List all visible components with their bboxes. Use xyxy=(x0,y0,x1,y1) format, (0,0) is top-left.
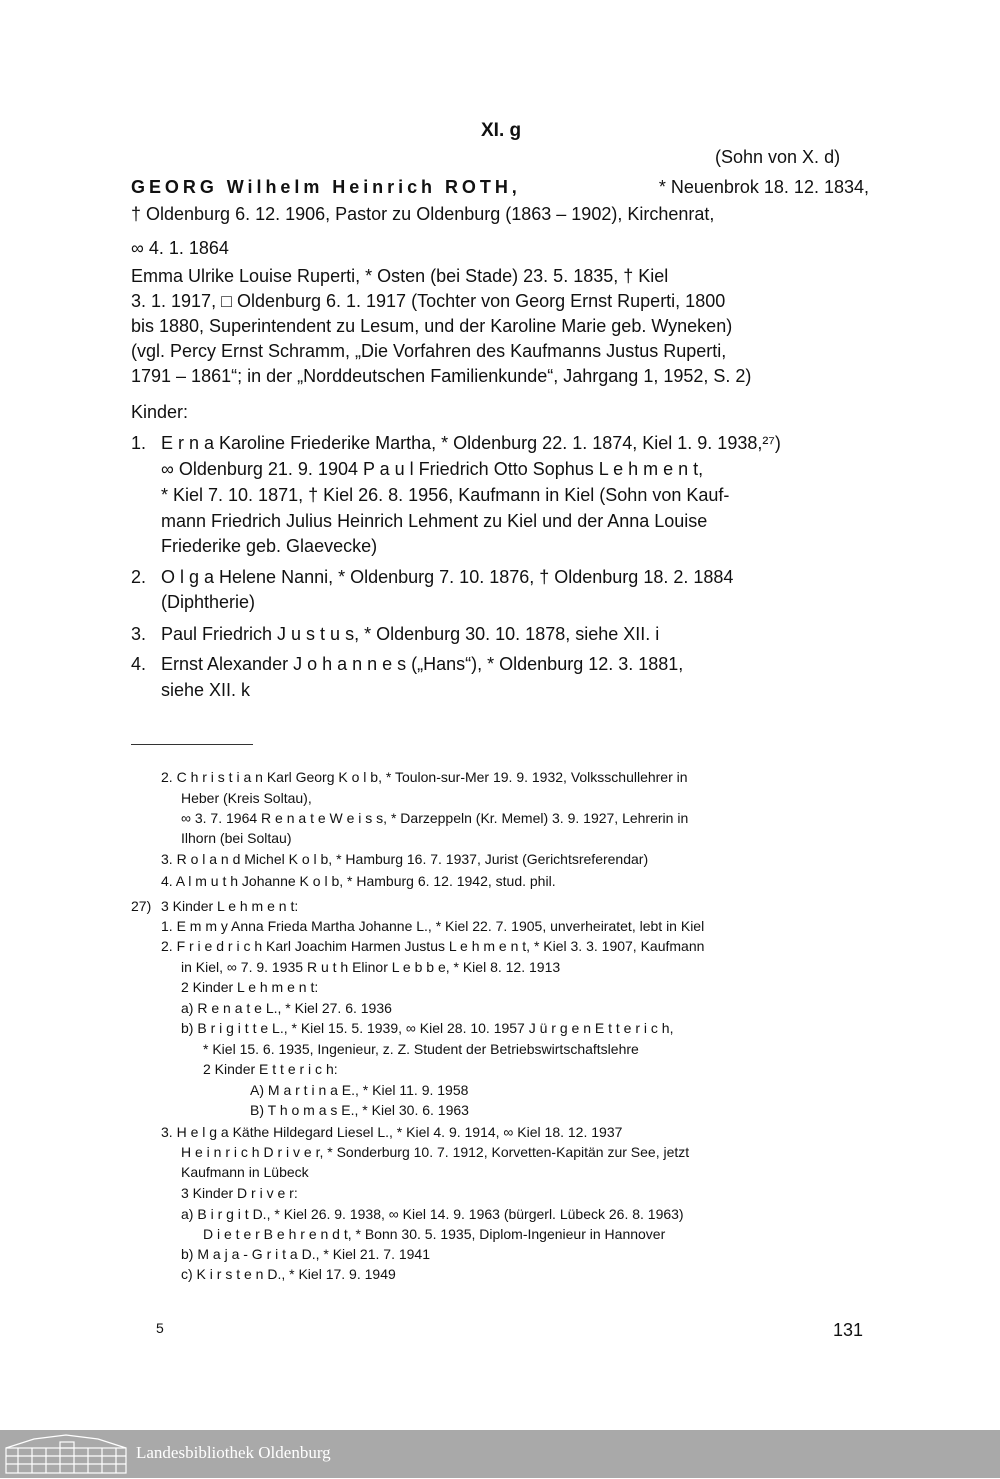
footnote-line: B) T h o m a s E., * Kiel 30. 6. 1963 xyxy=(250,1102,469,1118)
footnote-line: 3 Kinder D r i v e r: xyxy=(181,1185,298,1201)
child-line: mann Friedrich Julius Heinrich Lehment zu Kiel und der Anna Louise xyxy=(161,511,708,531)
footnote-line: 2. C h r i s t i a n Karl Georg K o l b, * Toulon-sur-Mer 19. 9. 1932, Volksschullehrer in xyxy=(161,769,688,785)
footnote-line: ∞ 3. 7. 1964 R e n a t e W e i s s, * Darzeppeln (Kr. Memel) 3. 9. 1927, Lehrerin in xyxy=(181,810,689,826)
child-number: 4. xyxy=(131,654,147,674)
footnote-line: Heber (Kreis Soltau), xyxy=(181,790,312,806)
footnote-line: a) B i r g i t D., * Kiel 26. 9. 1938, ∞ Kiel 14. 9. 1963 (bürgerl. Lübeck 26. 8. 1963) xyxy=(181,1206,684,1222)
child-line: ∞ Oldenburg 21. 9. 1904 P a u l Friedrich Otto Sophus L e h m e n t, xyxy=(161,459,704,479)
wife-line: bis 1880, Superintendent zu Lesum, und der Karoline Marie geb. Wyneken) xyxy=(131,316,733,336)
son-of-reference: (Sohn von X. d) xyxy=(715,147,841,167)
page-number: 131 xyxy=(833,1320,864,1340)
footnote-line: * Kiel 15. 6. 1935, Ingenieur, z. Z. Student der Betriebswirtschaftslehre xyxy=(203,1041,639,1057)
child-line: Ernst Alexander J o h a n n e s („Hans“), * Oldenburg 12. 3. 1881, xyxy=(161,654,684,674)
child-number: 1. xyxy=(131,433,147,453)
footnote-line: 1. E m m y Anna Frieda Martha Johanne L., * Kiel 22. 7. 1905, unverheiratet, lebt in Kiel xyxy=(161,918,705,934)
footnote-line: 2 Kinder E t t e r i c h: xyxy=(203,1061,338,1077)
footnote-line: 3 Kinder L e h m e n t: xyxy=(161,898,299,914)
footnote-line: 3. R o l a n d Michel K o l b, * Hamburg 16. 7. 1937, Jurist (Gerichtsreferendar) xyxy=(161,851,649,867)
wife-line: 3. 1. 1917, □ Oldenburg 6. 1. 1917 (Tochter von Georg Ernst Ruperti, 1800 xyxy=(131,291,726,311)
footnote-line: b) M a j a - G r i t a D., * Kiel 21. 7. 1941 xyxy=(181,1246,430,1262)
footnote-line: A) M a r t i n a E., * Kiel 11. 9. 1958 xyxy=(250,1082,469,1098)
footnote-divider xyxy=(131,744,253,745)
footnote-line: 3. H e l g a Käthe Hildegard Liesel L., * Kiel 4. 9. 1914, ∞ Kiel 18. 12. 1937 xyxy=(161,1124,623,1140)
child-line: siehe XII. k xyxy=(161,680,251,700)
footnote-line: a) R e n a t e L., * Kiel 27. 6. 1936 xyxy=(181,1000,392,1016)
child-number: 3. xyxy=(131,624,147,644)
marriage-line: ∞ 4. 1. 1864 xyxy=(131,238,229,258)
child-line: (Diphtherie) xyxy=(161,592,256,612)
footnote-line: b) B r i g i t t e L., * Kiel 15. 5. 1939, ∞ Kiel 28. 10. 1957 J ü r g e n E t t e r i c h, xyxy=(181,1020,674,1036)
wife-line: (vgl. Percy Ernst Schramm, „Die Vorfahren des Kaufmanns Justus Ruperti, xyxy=(131,341,727,361)
child-line: O l g a Helene Nanni, * Oldenburg 7. 10. 1876, † Oldenburg 18. 2. 1884 xyxy=(161,567,734,587)
person-name: GEORG Wilhelm Heinrich ROTH, xyxy=(131,177,521,197)
footnote-line: 2 Kinder L e h m e n t: xyxy=(181,979,319,995)
child-line: Friederike geb. Glaevecke) xyxy=(161,536,378,556)
wife-line: 1791 – 1861“; in der „Norddeutschen Familienkunde“, Jahrgang 1, 1952, S. 2) xyxy=(131,366,752,386)
person-line-2: † Oldenburg 6. 12. 1906, Pastor zu Oldenburg (1863 – 1902), Kirchenrat, xyxy=(131,204,715,224)
wife-line: Emma Ulrike Louise Ruperti, * Osten (bei Stade) 23. 5. 1835, † Kiel xyxy=(131,266,669,286)
child-number: 2. xyxy=(131,567,147,587)
footnote-line: D i e t e r B e h r e n d t, * Bonn 30. 5. 1935, Diplom-Ingenieur in Hannover xyxy=(203,1226,666,1242)
person-line-1 xyxy=(131,177,869,198)
footnote-line: Kaufmann in Lübeck xyxy=(181,1164,309,1180)
footnote-line: 4. A l m u t h Johanne K o l b, * Hamburg 6. 12. 1942, stud. phil. xyxy=(161,873,556,889)
footnote-line: c) K i r s t e n D., * Kiel 17. 9. 1949 xyxy=(181,1266,396,1282)
child-line: * Kiel 7. 10. 1871, † Kiel 26. 8. 1956, Kaufmann in Kiel (Sohn von Kauf- xyxy=(161,485,730,505)
library-footer xyxy=(0,1430,1000,1478)
children-label: Kinder: xyxy=(131,402,189,422)
footnote-line: 2. F r i e d r i c h Karl Joachim Harmen Justus L e h m e n t, * Kiel 3. 3. 1907, Kaufmann xyxy=(161,938,705,954)
footnote-marker: 27) xyxy=(131,898,152,914)
footnote-line: H e i n r i c h D r i v e r, * Sonderburg 10. 7. 1912, Korvetten-Kapitän zur See, jetzt xyxy=(181,1144,690,1160)
section-heading: XI. g xyxy=(481,120,522,141)
footnote-line: Ilhorn (bei Soltau) xyxy=(181,830,292,846)
footnote-line: in Kiel, ∞ 7. 9. 1935 R u t h Elinor L e b b e, * Kiel 8. 12. 1913 xyxy=(181,959,561,975)
library-name: Landesbibliothek Oldenburg xyxy=(136,1443,331,1462)
child-line: E r n a Karoline Friederike Martha, * Oldenburg 22. 1. 1874, Kiel 1. 9. 1938,²⁷) xyxy=(161,433,781,453)
library-building-icon xyxy=(4,1434,128,1479)
signature-mark: 5 xyxy=(156,1320,164,1336)
birth-info: * Neuenbrok 18. 12. 1834, xyxy=(658,177,869,197)
child-line: Paul Friedrich J u s t u s, * Oldenburg 30. 10. 1878, siehe XII. i xyxy=(161,624,660,644)
